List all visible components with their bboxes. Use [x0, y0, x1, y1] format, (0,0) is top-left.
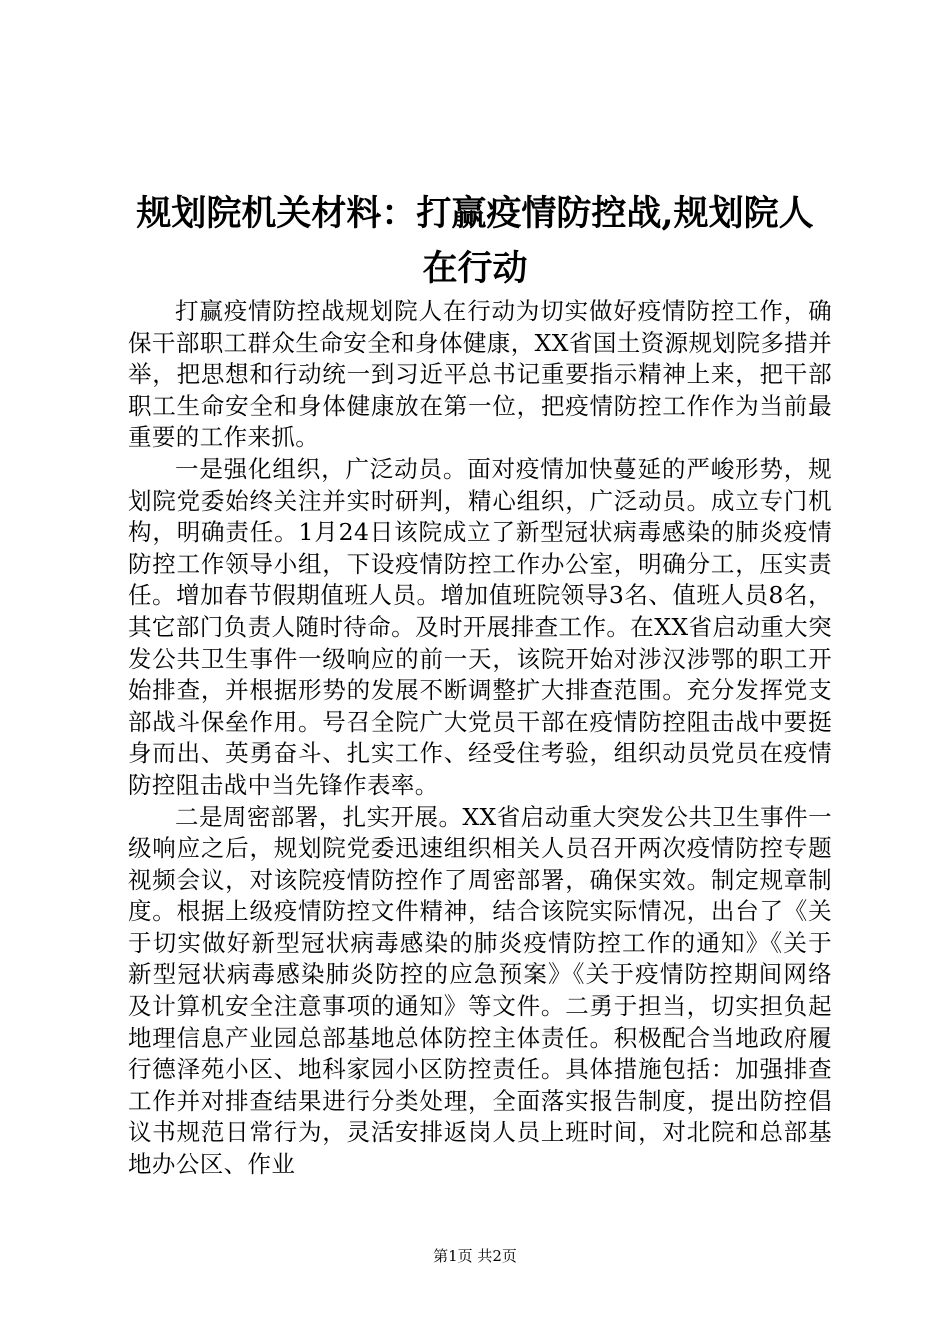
document-body: [128, 296, 832, 1181]
document-title: 规划院机关材料：打赢疫情防控战,规划院人在行动: [136, 193, 814, 289]
paragraph-intro: 打赢疫情防控战规划院人在行动为切实做好疫情防控工作，确保干部职工群众生命安全和身体健康，XX省国土资源规划院多措并举，把思想和行动统一到习近平总书记重要指示精神上来，把干部职工生命安全和身体健康放在第一位，把疫情防控工作作为当前最重要的工作来抓。: [128, 297, 832, 452]
paragraph-deployment: 二是周密部署，扎实开展。XX省启动重大突发公共卫生事件一级响应之后，规划院党委迅速组织相关人员召开两次疫情防控专题视频会议，对该院疫情防控作了周密部署，确保实效。制定规章制度。根据上级疫情防控文件精神，结合该院实际情况，出台了《关于切实做好新型冠状病毒感染的肺炎疫情防控工作的通知》《关于新型冠状病毒感染肺炎防控的应急预案》《关于疫情防控期间网络及计算机安全注意事项的通知》等文件。二勇于担当，切实担负起地理信息产业园总部基地总体防控主体责任。积极配合当地政府履行德泽苑小区、地科家园小区防控责任。具体措施包括：加强排查工作并对排查结果进行分类处理，全面落实报告制度，提出防控倡议书规范日常行为，灵活安排返岗人员上班时间，对北院和总部基地办公区、作业: [128, 802, 832, 1179]
paragraph-organization: 一是强化组织，广泛动员。面对疫情加快蔓延的严峻形势，规划院党委始终关注并实时研判，精心组织，广泛动员。成立专门机构，明确责任。1月24日该院成立了新型冠状病毒感染的肺炎疫情防控工作领导小组，下设疫情防控工作办公室，明确分工，压实责任。增加春节假期值班人员。增加值班院领导3名、值班人员8名，其它部门负责人随时待命。及时开展排查工作。在XX省启动重大突发公共卫生事件一级响应的前一天，该院开始对涉汉涉鄂的职工开始排查，并根据形势的发展不断调整扩大排查范围。充分发挥党支部战斗保垒作用。号召全院广大党员干部在疫情防控阻击战中要挺身而出、英勇奋斗、扎实工作、经受住考验，组织动员党员在疫情防控阻击战中当先锋作表率。: [128, 454, 832, 799]
page-number-footer: 第1页 共2页: [433, 1247, 517, 1265]
